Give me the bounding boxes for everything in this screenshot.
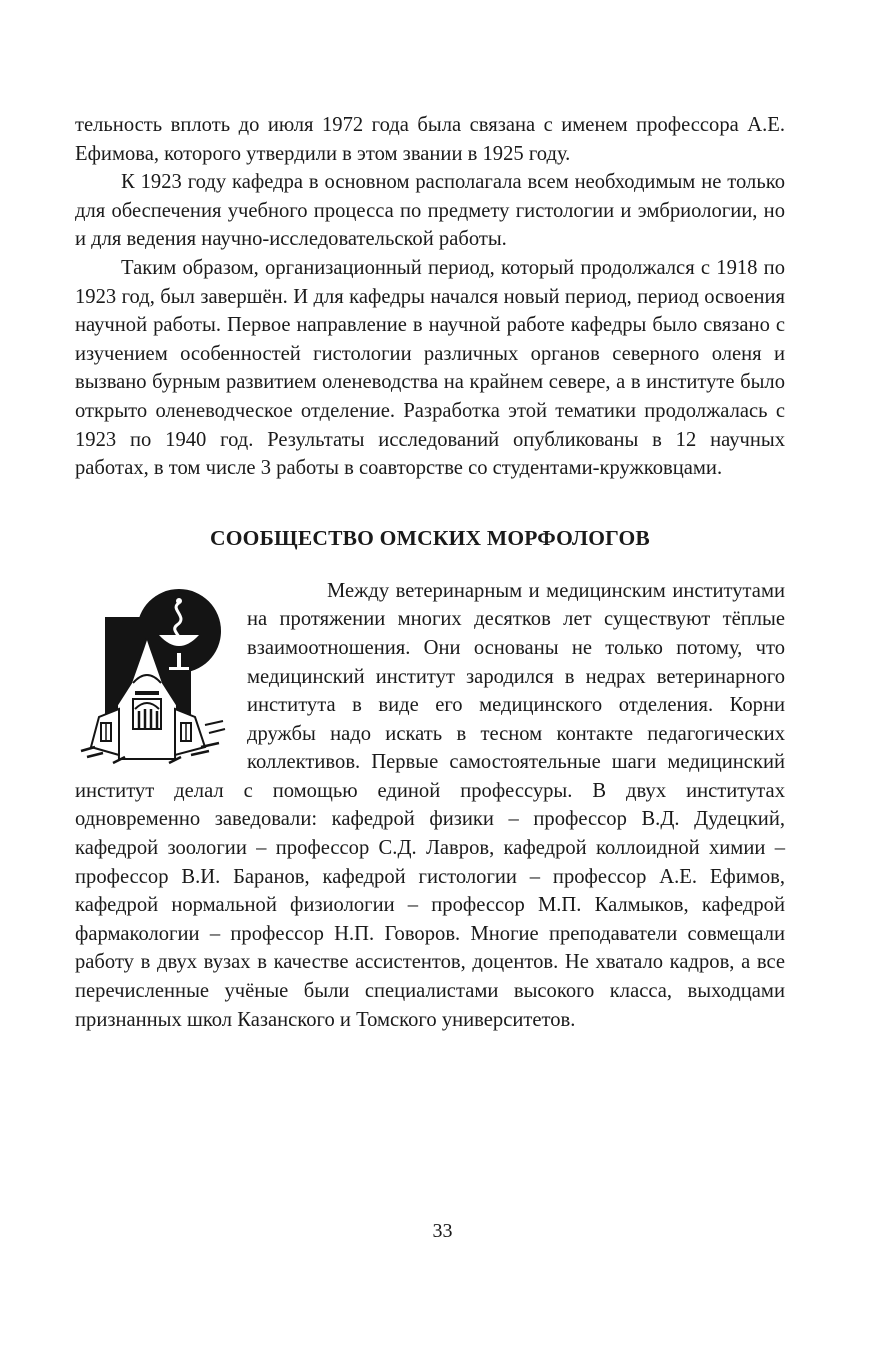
medical-institute-building-with-bowl-of-hygieia-icon	[73, 587, 233, 765]
section-heading: СООБЩЕСТВО ОМСКИХ МОРФОЛОГОВ	[210, 525, 650, 550]
paragraph-organizational-period: Таким образом, организационный период, который продолжался с 1918 по 1923 год, был завершён. И для кафедры начался новый период, период освоения научной работы. Первое направление в научной работе кафедры было связано с изучением особенностей гистологии различных органов северного оленя и вызвано бурным развитием оленеводства на крайнем севере, а в институте было открыто оленеводческое отделение. Разработка этой тематики продолжалась с 1923 по 1940 год. Результаты исследований опубликованы в 12 научных работах, в том числе 3 работы в соавторстве со студентами-кружковцами.	[75, 256, 785, 480]
page-number: 33	[432, 1220, 453, 1242]
paragraph-continuation: тельность вплоть до июля 1972 года была связана с именем профессора А.Е. Ефимова, которого утвердили в этом звании в 1925 году.	[75, 114, 785, 165]
section-paragraph: Между ветеринарным и медицинским институтами на протяжении многих десятков лет существуют тёплые взаимоотношения. Они основаны не только потому, что медицинский институт зародился в недрах ветеринарного института в виде его медицинского отделения. Корни дружбы надо искать в тесном контакте педагогических коллективов. Первые самостоятельные шаги медицинский институт делал с помощью единой профессуры. В двух институтах одновременно заведовали: кафедрой физики – профессор В.Д. Дудецкий, кафедрой зоологии – профессор С.Д. Лавров, кафедрой коллоидной химии – профессор В.И. Баранов, кафедрой гистологии – профессор А.Е. Ефимов, кафедрой нормальной физиологии – профессор М.П. Калмыков, кафедрой фармакологии – профессор Н.П. Говоров. Многие преподаватели совмещали работу в двух вузах в качестве ассистентов, доцентов. Не хватало кадров, а все перечисленные учёные были специалистами высокого класса, выходцами признанных школ Казанского и Томского университетов.	[75, 579, 785, 1031]
section-logo	[73, 587, 233, 765]
page-body	[75, 111, 785, 1034]
paragraph-1923: К 1923 году кафедра в основном располагала всем необходимым не только для обеспечения учебного процесса по предмету гистологии и эмбриологии, но и для ведения научно-исследовательской работы.	[75, 171, 785, 251]
